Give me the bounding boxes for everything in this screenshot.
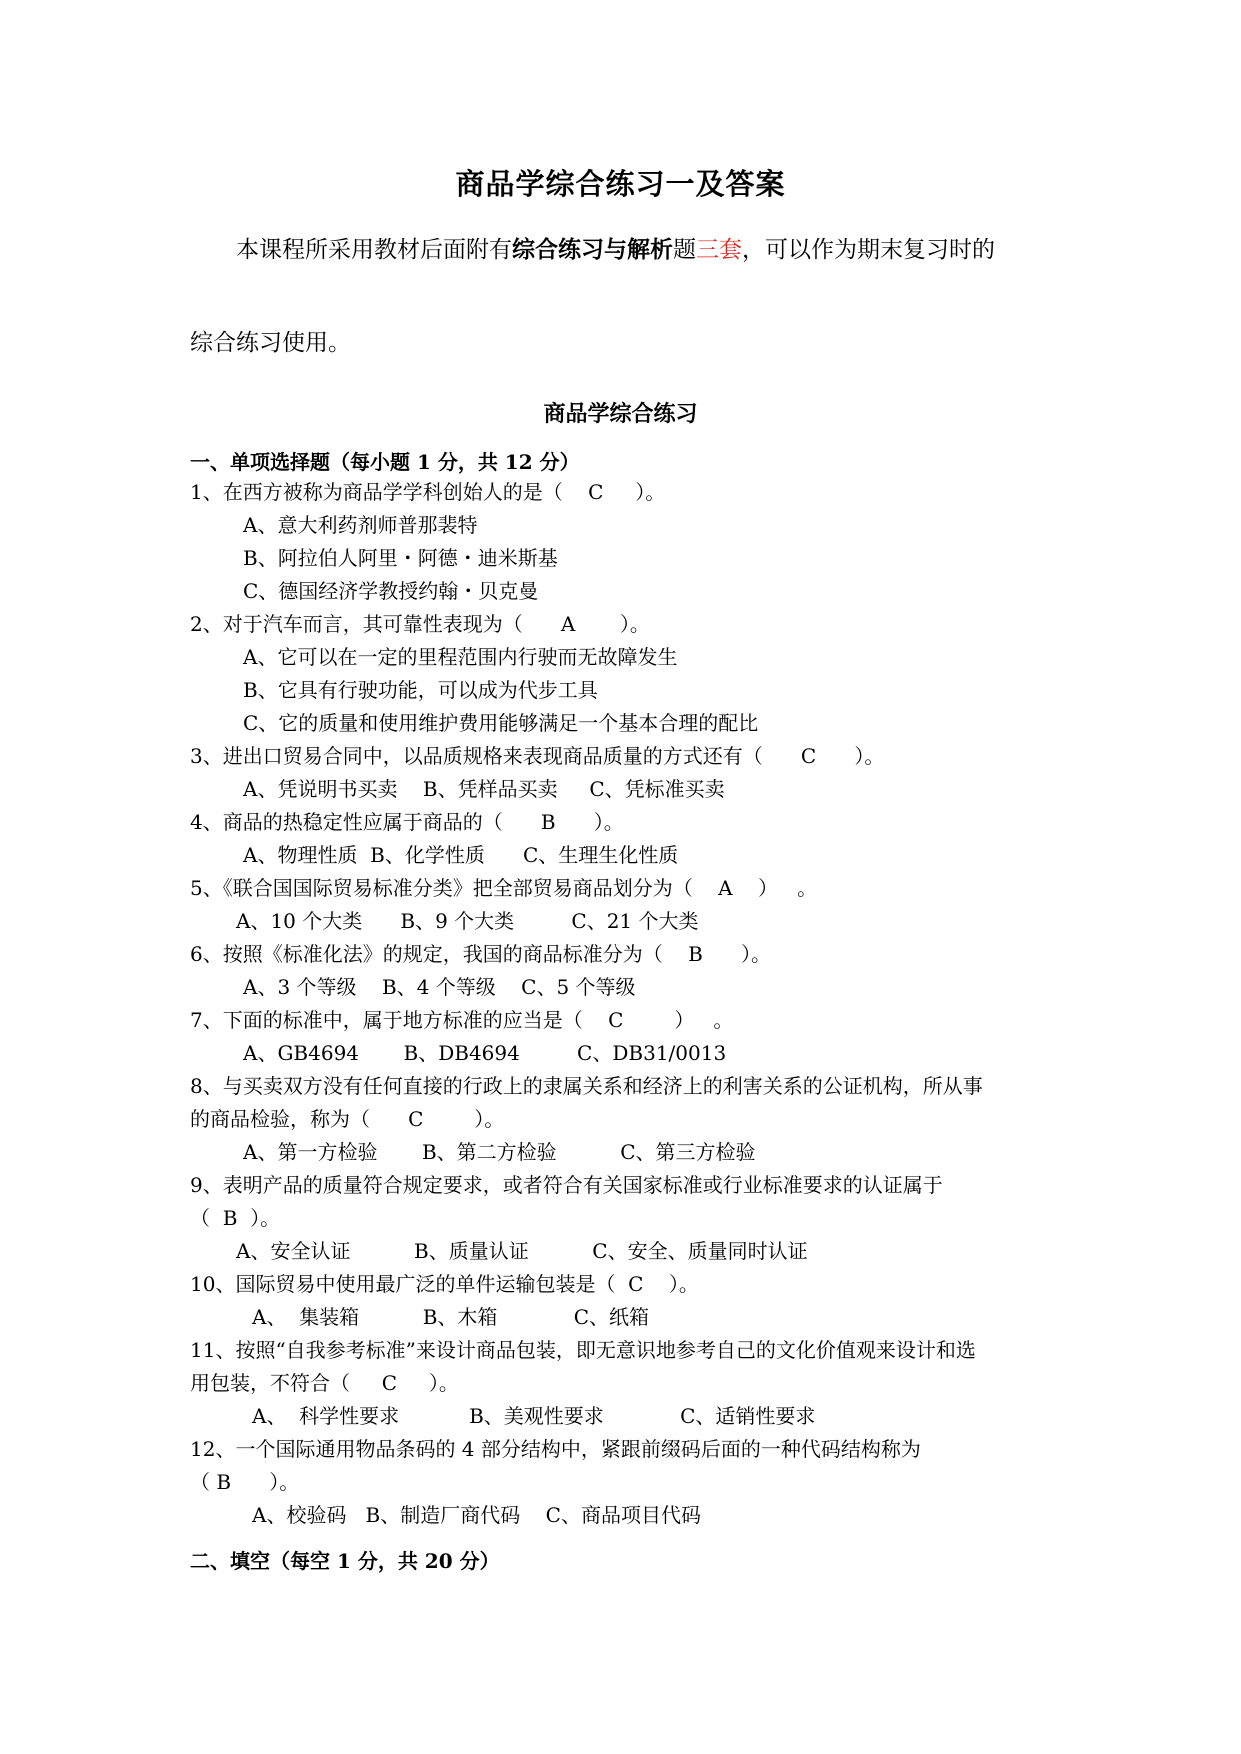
question-3-options: A、凭说明书买卖 B、凭样品买卖 C、凭标准买卖 <box>243 777 725 801</box>
question-8-options: A、第一方检验 B、第二方检验 C、第三方检验 <box>243 1140 756 1164</box>
question-12: 12、一个国际通用物品条码的 4 部分结构中，紧跟前缀码后面的一种代码结构称为 <box>190 1437 921 1461</box>
question-8: 8、与买卖双方没有任何直接的行政上的隶属关系和经济上的利害关系的公证机构，所从事 <box>190 1074 983 1098</box>
exercise-subtitle: 商品学综合练习 <box>543 401 698 427</box>
question-7-options: A、GB4694 B、DB4694 C、DB31/0013 <box>243 1041 727 1065</box>
question-10-options: A、 集装箱 B、木箱 C、纸箱 <box>252 1305 650 1329</box>
question-10: 10、国际贸易中使用最广泛的单件运输包装是（ C ）。 <box>190 1272 699 1296</box>
question-6: 6、按照《标准化法》的规定，我国的商品标准分为（ B ）。 <box>190 942 771 966</box>
question-9-options: A、安全认证 B、质量认证 C、安全、质量同时认证 <box>236 1239 808 1263</box>
question-1: 1、在西方被称为商品学学科创始人的是（ C ）。 <box>190 480 666 504</box>
question-4: 4、商品的热稳定性应属于商品的（ B ）。 <box>190 810 624 834</box>
intro-paragraph-line-2: 综合练习使用。 <box>190 330 351 356</box>
question-9-continued: （ B ）。 <box>190 1206 281 1230</box>
intro-paragraph-line-1 <box>236 235 995 265</box>
question-11-continued: 用包装，不符合（ C ）。 <box>190 1371 459 1395</box>
section-2-heading: 二、填空（每空 1 分，共 20 分） <box>190 1549 500 1573</box>
question-2: 2、对于汽车而言，其可靠性表现为（ A ）。 <box>190 612 650 636</box>
document-title: 商品学综合练习一及答案 <box>455 167 786 201</box>
question-6-options: A、3 个等级 B、4 个等级 C、5 个等级 <box>243 975 636 999</box>
intro-text-1: 本课程所采用教材后面附有 <box>236 237 512 263</box>
question-11-options: A、 科学性要求 B、美观性要求 C、适销性要求 <box>252 1404 816 1428</box>
question-4-options: A、物理性质 B、化学性质 C、生理生化性质 <box>243 843 679 867</box>
question-1-option-b: B、阿拉伯人阿里・阿德・迪米斯基 <box>243 546 558 570</box>
question-11: 11、按照“自我参考标准”来设计商品包装，即无意识地参考自己的文化价值观来设计和选 <box>190 1338 976 1362</box>
question-1-option-c: C、德国经济学教授约翰・贝克曼 <box>243 579 539 603</box>
question-1-option-a: A、意大利药剂师普那裴特 <box>243 513 478 537</box>
question-9: 9、表明产品的质量符合规定要求，或者符合有关国家标准或行业标准要求的认证属于 <box>190 1173 943 1197</box>
question-2-option-a: A、它可以在一定的里程范围内行驶而无故障发生 <box>243 645 678 669</box>
question-3: 3、进出口贸易合同中，以品质规格来表现商品质量的方式还有（ C ）。 <box>190 744 885 768</box>
intro-red-text: 三套 <box>696 237 742 263</box>
question-12-continued: （ B ）。 <box>190 1470 300 1494</box>
intro-bold-text: 综合练习与解析 <box>512 236 673 263</box>
section-1-heading: 一、单项选择题（每小题 1 分，共 12 分） <box>190 450 580 474</box>
question-8-continued: 的商品检验，称为（ C ）。 <box>190 1107 505 1131</box>
question-7: 7、下面的标准中，属于地方标准的应当是（ C ） 。 <box>190 1008 734 1032</box>
question-2-option-c: C、它的质量和使用维护费用能够满足一个基本合理的配比 <box>243 711 759 735</box>
question-2-option-b: B、它具有行驶功能，可以成为代步工具 <box>243 678 598 702</box>
question-5-options: A、10 个大类 B、9 个大类 C、21 个大类 <box>236 909 699 933</box>
intro-text-3: ，可以作为期末复习时的 <box>742 237 995 263</box>
question-5: 5、《联合国国际贸易标准分类》把全部贸易商品划分为（ A ） 。 <box>190 876 818 900</box>
question-12-options: A、校验码 B、制造厂商代码 C、商品项目代码 <box>252 1503 701 1527</box>
intro-text-2: 题 <box>673 237 696 263</box>
